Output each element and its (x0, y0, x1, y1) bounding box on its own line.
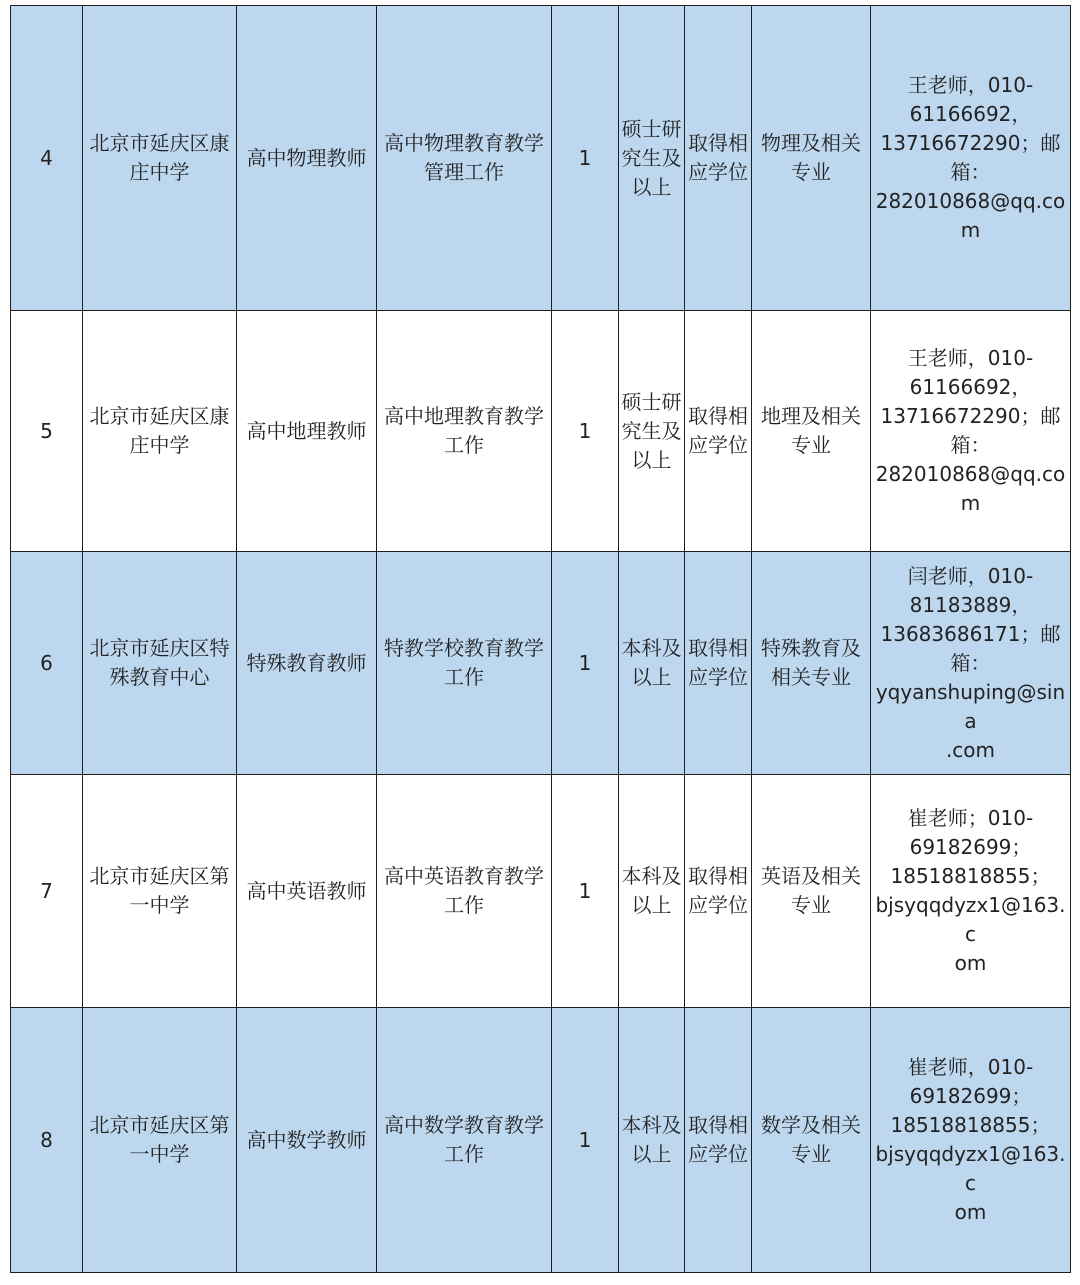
position-cell: 高中地理教师 (237, 311, 377, 552)
table-row (11, 775, 1071, 1008)
degree-cell: 取得相 应学位 (685, 775, 752, 1008)
degree-cell: 取得相 应学位 (685, 311, 752, 552)
recruitment-table (10, 5, 1071, 1273)
duty-cell: 高中地理教育教学 工作 (377, 311, 552, 552)
contact-cell: 崔老师，010- 69182699； 18518818855； bjsyqqdyzx1@163.c om (871, 1008, 1071, 1273)
employer-cell: 北京市延庆区特 殊教育中心 (83, 552, 237, 775)
employer-cell: 北京市延庆区康 庄中学 (83, 311, 237, 552)
education-cell: 本科及 以上 (619, 552, 685, 775)
duty-cell: 高中英语教育教学 工作 (377, 775, 552, 1008)
contact-cell: 闫老师，010- 81183889， 13683686171；邮 箱： yqyanshuping@sina .com (871, 552, 1071, 775)
headcount-cell: 1 (552, 1008, 619, 1273)
row-number: 5 (11, 311, 83, 552)
table-row (11, 552, 1071, 775)
headcount-cell: 1 (552, 552, 619, 775)
major-cell: 地理及相关 专业 (752, 311, 871, 552)
employer-cell: 北京市延庆区康 庄中学 (83, 6, 237, 311)
employer-cell: 北京市延庆区第 一中学 (83, 775, 237, 1008)
contact-cell: 王老师，010- 61166692， 13716672290；邮 箱： 282010868@qq.co m (871, 6, 1071, 311)
duty-cell: 高中物理教育教学 管理工作 (377, 6, 552, 311)
position-cell: 高中英语教师 (237, 775, 377, 1008)
contact-cell: 王老师，010- 61166692， 13716672290；邮 箱： 282010868@qq.co m (871, 311, 1071, 552)
headcount-cell: 1 (552, 775, 619, 1008)
row-number: 6 (11, 552, 83, 775)
table-row (11, 311, 1071, 552)
degree-cell: 取得相 应学位 (685, 552, 752, 775)
position-cell: 高中数学教师 (237, 1008, 377, 1273)
education-cell: 硕士研 究生及 以上 (619, 311, 685, 552)
headcount-cell: 1 (552, 311, 619, 552)
duty-cell: 特教学校教育教学 工作 (377, 552, 552, 775)
degree-cell: 取得相 应学位 (685, 6, 752, 311)
table-row (11, 1008, 1071, 1273)
position-cell: 特殊教育教师 (237, 552, 377, 775)
row-number: 4 (11, 6, 83, 311)
duty-cell: 高中数学教育教学 工作 (377, 1008, 552, 1273)
headcount-cell: 1 (552, 6, 619, 311)
education-cell: 本科及 以上 (619, 1008, 685, 1273)
degree-cell: 取得相 应学位 (685, 1008, 752, 1273)
major-cell: 物理及相关 专业 (752, 6, 871, 311)
row-number: 8 (11, 1008, 83, 1273)
table-row (11, 6, 1071, 311)
major-cell: 数学及相关 专业 (752, 1008, 871, 1273)
major-cell: 英语及相关 专业 (752, 775, 871, 1008)
major-cell: 特殊教育及 相关专业 (752, 552, 871, 775)
education-cell: 本科及 以上 (619, 775, 685, 1008)
contact-cell: 崔老师；010- 69182699； 18518818855； bjsyqqdyzx1@163.c om (871, 775, 1071, 1008)
row-number: 7 (11, 775, 83, 1008)
education-cell: 硕士研 究生及 以上 (619, 6, 685, 311)
position-cell: 高中物理教师 (237, 6, 377, 311)
employer-cell: 北京市延庆区第 一中学 (83, 1008, 237, 1273)
